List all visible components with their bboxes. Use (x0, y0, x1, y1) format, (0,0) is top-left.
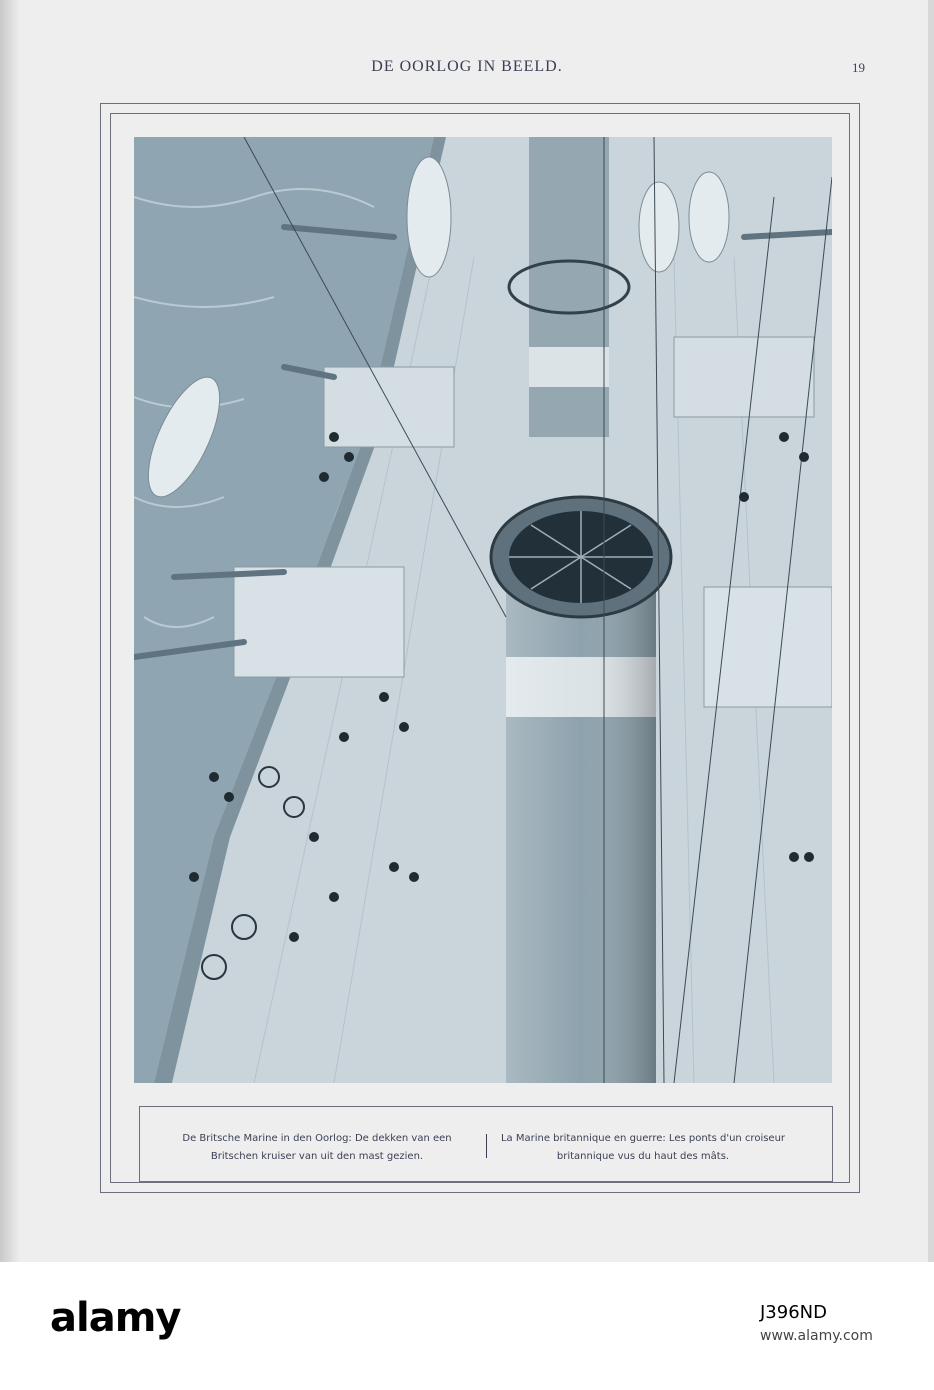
page-binding-shadow (0, 0, 20, 1262)
caption-dutch-line-2: Britschen kruiser van uit den mast gezien. (210, 1151, 424, 1162)
caption-french (478, 1130, 808, 1166)
page-edge (928, 0, 934, 1262)
stock-url: www.alamy.com (760, 1328, 873, 1344)
page-header-title: DE OORLOG IN BEELD. (371, 58, 563, 75)
page-number: 19 (852, 60, 865, 75)
caption-french-line-1: La Marine britannique en guerre: Les ponts d'un croiseur (500, 1133, 786, 1144)
photograph-warship-deck-icon (134, 137, 832, 1083)
caption-dutch (152, 1130, 482, 1166)
warship-deck-photo (134, 137, 832, 1083)
caption-dutch-line-1: De Britsche Marine in den Oorlog: De dekken van een (182, 1133, 452, 1144)
stock-image-id: J396ND (760, 1302, 827, 1323)
stock-logo: alamy (50, 1295, 181, 1341)
caption-french-line-2: britannique vus du haut des mâts. (556, 1151, 730, 1162)
